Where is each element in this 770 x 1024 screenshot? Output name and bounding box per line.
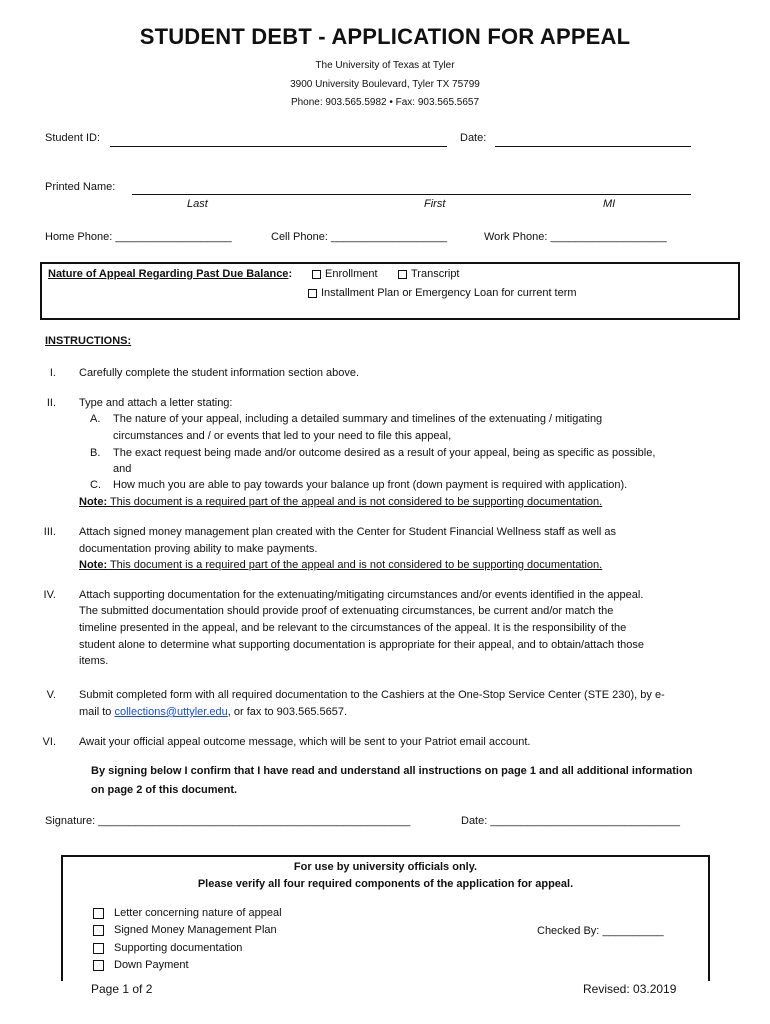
step-iii-number: III. [43, 526, 56, 538]
printed-name-field[interactable] [132, 194, 691, 195]
check-letter[interactable]: Letter concerning nature of appeal [93, 907, 282, 919]
step-iii-line2: documentation proving ability to make payments. [79, 543, 318, 555]
date-label: Date: [460, 132, 487, 144]
instructions-heading: INSTRUCTIONS: [45, 335, 132, 347]
signature-field[interactable]: ___________________________________________________ [98, 815, 411, 827]
step-vi-number: VI. [42, 736, 56, 748]
option-transcript[interactable]: Transcript [398, 268, 460, 280]
step-i-number: I. [49, 367, 56, 379]
last-name-caption: Last [187, 198, 208, 210]
step-ii-c-line1: How much you are able to pay towards your balance up front (down payment is required with application). [113, 479, 628, 491]
cell-phone-label: Cell Phone: ___________________ [271, 231, 448, 243]
checkbox-icon[interactable] [93, 960, 104, 971]
work-phone-field[interactable]: ___________________ [550, 231, 667, 243]
step-ii-b-line2: and [113, 463, 132, 475]
step-vi-text: Await your official appeal outcome message, which will be sent to your Patriot email account. [79, 736, 531, 748]
step-iv-line5: items. [79, 655, 109, 667]
step-v-line1: Submit completed form with all required documentation to the Cashiers at the One-Stop Service Center (STE 230), by e- [79, 689, 665, 701]
first-name-caption: First [424, 198, 446, 210]
revised-date: Revised: 03.2019 [583, 982, 677, 996]
check-money-plan[interactable]: Signed Money Management Plan [93, 924, 277, 936]
checkbox-icon[interactable] [93, 943, 104, 954]
checked-by-label: Checked By: __________ [537, 925, 664, 937]
step-iii-line1: Attach signed money management plan created with the Center for Student Financial Wellness staff as well as [79, 526, 617, 538]
check-down-payment[interactable]: Down Payment [93, 959, 189, 971]
step-iv-line4: student alone to determine what supporting documentation is appropriate for their appeal, and to obtain/attach those [79, 639, 645, 651]
step-iv-line1: Attach supporting documentation for the extenuating/mitigating circumstances and/or events identified in the appeal. [79, 589, 644, 601]
signature-date-field[interactable]: _______________________________ [490, 815, 681, 827]
officials-line2: Please verify all four required components of the application for appeal. [197, 878, 574, 890]
checkbox-icon[interactable] [308, 289, 317, 298]
option-installment-plan[interactable]: Installment Plan or Emergency Loan for current term [308, 287, 577, 299]
checkbox-icon[interactable] [398, 270, 407, 279]
confirm-line1: By signing below I confirm that I have read and understand all instructions on page 1 and all additional information [91, 765, 693, 777]
step-ii-b-line1: The exact request being made and/or outcome desired as a result of your appeal, being as specific as possible, [113, 447, 656, 459]
form-title: STUDENT DEBT - APPLICATION FOR APPEAL [139, 24, 631, 49]
step-iii-note: Note: This document is a required part of the appeal and is not considered to be supporting documentation. [79, 559, 603, 571]
step-ii-note: Note: This document is a required part of the appeal and is not considered to be supporting documentation. [79, 496, 603, 508]
check-supporting-docs[interactable]: Supporting documentation [93, 942, 242, 954]
step-i-text: Carefully complete the student information section above. [79, 367, 360, 379]
student-id-label: Student ID: [45, 132, 101, 144]
checkbox-icon[interactable] [93, 925, 104, 936]
printed-name-label: Printed Name: [45, 181, 116, 193]
university-name: The University of Texas at Tyler [315, 60, 455, 71]
checked-by-field[interactable]: __________ [602, 925, 664, 937]
step-ii-c-letter: C. [90, 479, 101, 491]
date-field[interactable] [495, 146, 691, 147]
step-ii-b-letter: B. [90, 447, 101, 459]
home-phone-label: Home Phone: ___________________ [45, 231, 232, 243]
cell-phone-field[interactable]: ___________________ [330, 231, 448, 243]
confirm-line2: on page 2 of this document. [91, 784, 238, 796]
step-ii-text: Type and attach a letter stating: [79, 397, 233, 409]
university-address: 3900 University Boulevard, Tyler TX 75799 [290, 79, 480, 90]
student-id-field[interactable] [110, 146, 447, 147]
step-v-number: V. [46, 689, 56, 701]
officials-line1: For use by university officials only. [293, 861, 478, 873]
step-iv-number: IV. [43, 589, 56, 601]
appeal-nature-label: Nature of Appeal Regarding Past Due Balance: [48, 268, 293, 280]
signature-date-label: Date: _______________________________ [461, 815, 681, 827]
work-phone-label: Work Phone: ___________________ [484, 231, 667, 243]
step-iv-line2: The submitted documentation should provide proof of extenuating circumstances, be current and/or match the [79, 605, 614, 617]
mi-caption: MI [603, 198, 616, 210]
step-ii-a-letter: A. [90, 413, 101, 425]
step-iv-line3: timeline presented in the appeal, and be relevant to the circumstances of the appeal. It is the responsibility of the [79, 622, 627, 634]
phone-fax: Phone: 903.565.5982 • Fax: 903.565.5657 [290, 97, 480, 108]
step-ii-number: II. [46, 397, 56, 409]
step-v-line2: mail to collections@uttyler.edu, or fax to 903.565.5657. [79, 706, 348, 718]
step-ii-a-line2: circumstances and / or events that led to your need to file this appeal, [113, 430, 452, 442]
collections-email-link[interactable]: collections@uttyler.edu [114, 706, 228, 718]
checkbox-icon[interactable] [312, 270, 321, 279]
signature-label: Signature: ___________________________________________________ [45, 815, 411, 827]
checkbox-icon[interactable] [93, 908, 104, 919]
step-ii-a-line1: The nature of your appeal, including a detailed summary and timelines of the extenuating / mitigating [113, 413, 603, 425]
option-enrollment[interactable]: Enrollment [312, 268, 378, 280]
home-phone-field[interactable]: ___________________ [115, 231, 232, 243]
page-number: Page 1 of 2 [91, 982, 153, 996]
